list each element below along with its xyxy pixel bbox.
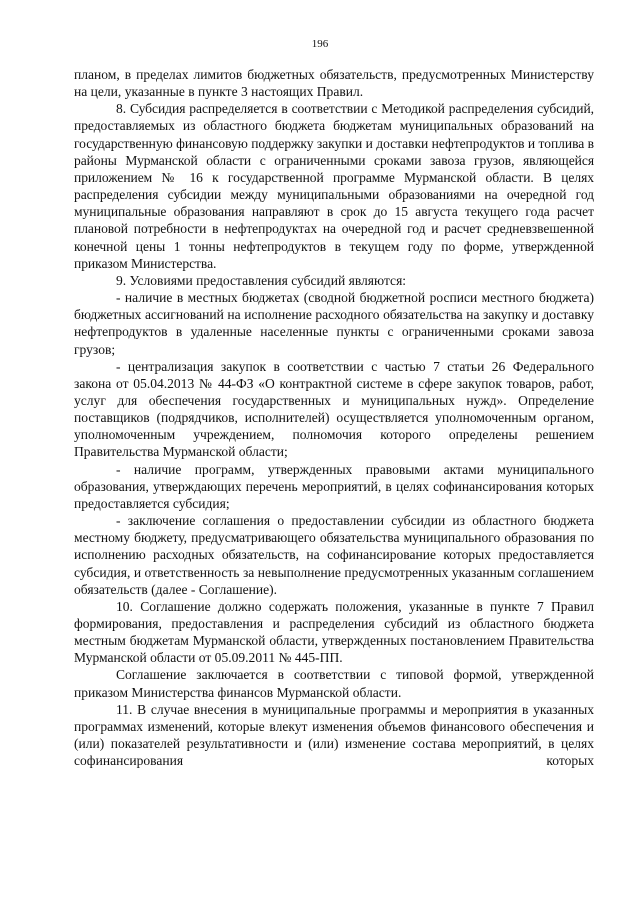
list-item-agreement: - заключение соглашения о предоставлении субсидии из областного бюджета местному бюджету, предусматривающего обязательства муниципального образования по исполнению расходных обязательств, на софинансирование которых предоставляется субсидия, и ответственность за невыполнение предусмотренных указанным соглашением обязательств (далее - Соглашение).	[74, 513, 594, 597]
paragraph-continuation: планом, в пределах лимитов бюджетных обязательств, предусмотренных Министерству на цели, указанные в пункте 3 настоящих Правил.	[74, 67, 594, 100]
document-body	[74, 66, 594, 769]
paragraph-9: 9. Условиями предоставления субсидий являются:	[116, 272, 407, 288]
list-item-centralized-procurement: - централизация закупок в соответствии с частью 7 статьи 26 Федерального закона от 05.04.2013 № 44-ФЗ «О контрактной системе в сфере закупок товаров, работ, услуг для обеспечения государственных и муниципальных нужд». Определение поставщиков (подрядчиков, исполнителей) осуществляется уполномоченным органом, уполномоченным учреждением, полномочия которого определены решением Правительства Мурманской области;	[74, 358, 594, 460]
paragraph-agreement-form: Соглашение заключается в соответствии с типовой формой, утвержденной приказом Министерства финансов Мурманской области.	[74, 667, 594, 700]
paragraph-11: 11. В случае внесения в муниципальные программы и мероприятия в указанных программах изменений, которые влекут изменения объемов финансового обеспечения и (или) показателей результативности и (или) изменение состава мероприятий, в целях софинансирования которых	[74, 701, 594, 769]
list-item-municipal-programs: - наличие программ, утвержденных правовыми актами муниципального образования, утверждающих перечень мероприятий, в целях софинансирования которых предоставляется субсидия;	[74, 461, 594, 511]
paragraph-10: 10. Соглашение должно содержать положения, указанные в пункте 7 Правил формирования, предоставления и распределения субсидий из областного бюджета местным бюджетам Мурманской области, утвержденных постановлением Правительства Мурманской области от 05.09.2011 № 445-ПП.	[74, 598, 594, 666]
list-item-budget-allocations: - наличие в местных бюджетах (сводной бюджетной росписи местного бюджета) бюджетных ассигнований на исполнение расходного обязательства на закупку и доставку нефтепродуктов в удаленные населенные пункты с ограниченными сроками завоза грузов;	[74, 290, 594, 357]
page-number: 196	[311, 38, 329, 50]
paragraph-8: 8. Субсидия распределяется в соответствии с Методикой распределения субсидий, предоставляемых из областного бюджета бюджетам муниципальных образований на государственную финансовую поддержку закупки и доставки нефтепродуктов и топлива в районы Мурманской области с ограниченными сроками завоза грузов, являющейся приложением № 16 к государственной программе Мурманской области. В целях распределения субсидии между муниципальными образованиями на очередной год муниципальные образования направляют в срок до 15 августа текущего года расчет плановой потребности в нефтепродуктах на очередной год и расчет средневзвешенной конечной цены 1 тонны нефтепродуктов в текущем году по форме, утвержденной приказом Министерства.	[74, 101, 594, 271]
